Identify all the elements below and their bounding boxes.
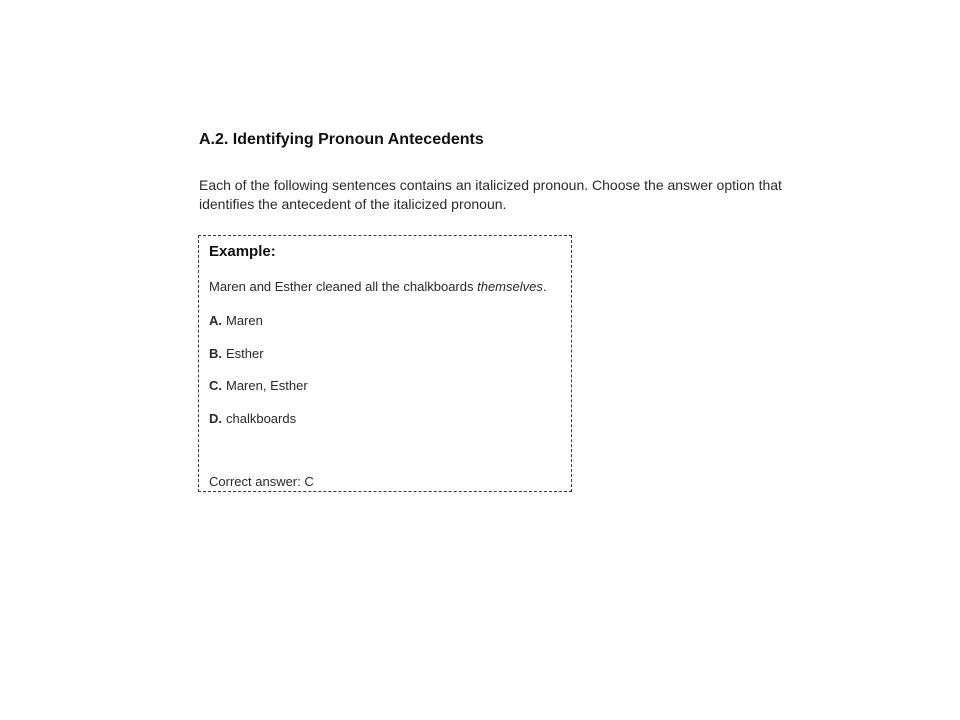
option-text: Maren — [226, 313, 263, 328]
page-title: A.2. Identifying Pronoun Antecedents — [199, 131, 484, 148]
example-sentence — [209, 279, 546, 294]
option-text: chalkboards — [226, 411, 297, 426]
sentence-text: Maren and Esther cleaned all the chalkboards — [209, 279, 478, 294]
example-box — [198, 235, 572, 492]
option-letter: C. — [209, 378, 222, 393]
instructions-text: Each of the following sentences contains an italicized pronoun. Choose the answer option that identifies the antecedent of the italicized pronoun. — [199, 177, 782, 212]
italicized-pronoun: themselves — [477, 279, 543, 294]
option-letter: D. — [209, 411, 222, 426]
option-d — [209, 411, 296, 426]
correct-answer: Correct answer: C — [209, 474, 314, 489]
option-a — [209, 313, 263, 328]
option-text: Esther — [226, 346, 264, 361]
option-letter: A. — [209, 313, 222, 328]
option-letter: B. — [209, 346, 222, 361]
example-heading: Example: — [209, 243, 276, 260]
sentence-end: . — [542, 279, 547, 294]
option-text: Maren, Esther — [226, 378, 308, 393]
option-b — [209, 346, 264, 361]
option-c — [209, 378, 308, 393]
